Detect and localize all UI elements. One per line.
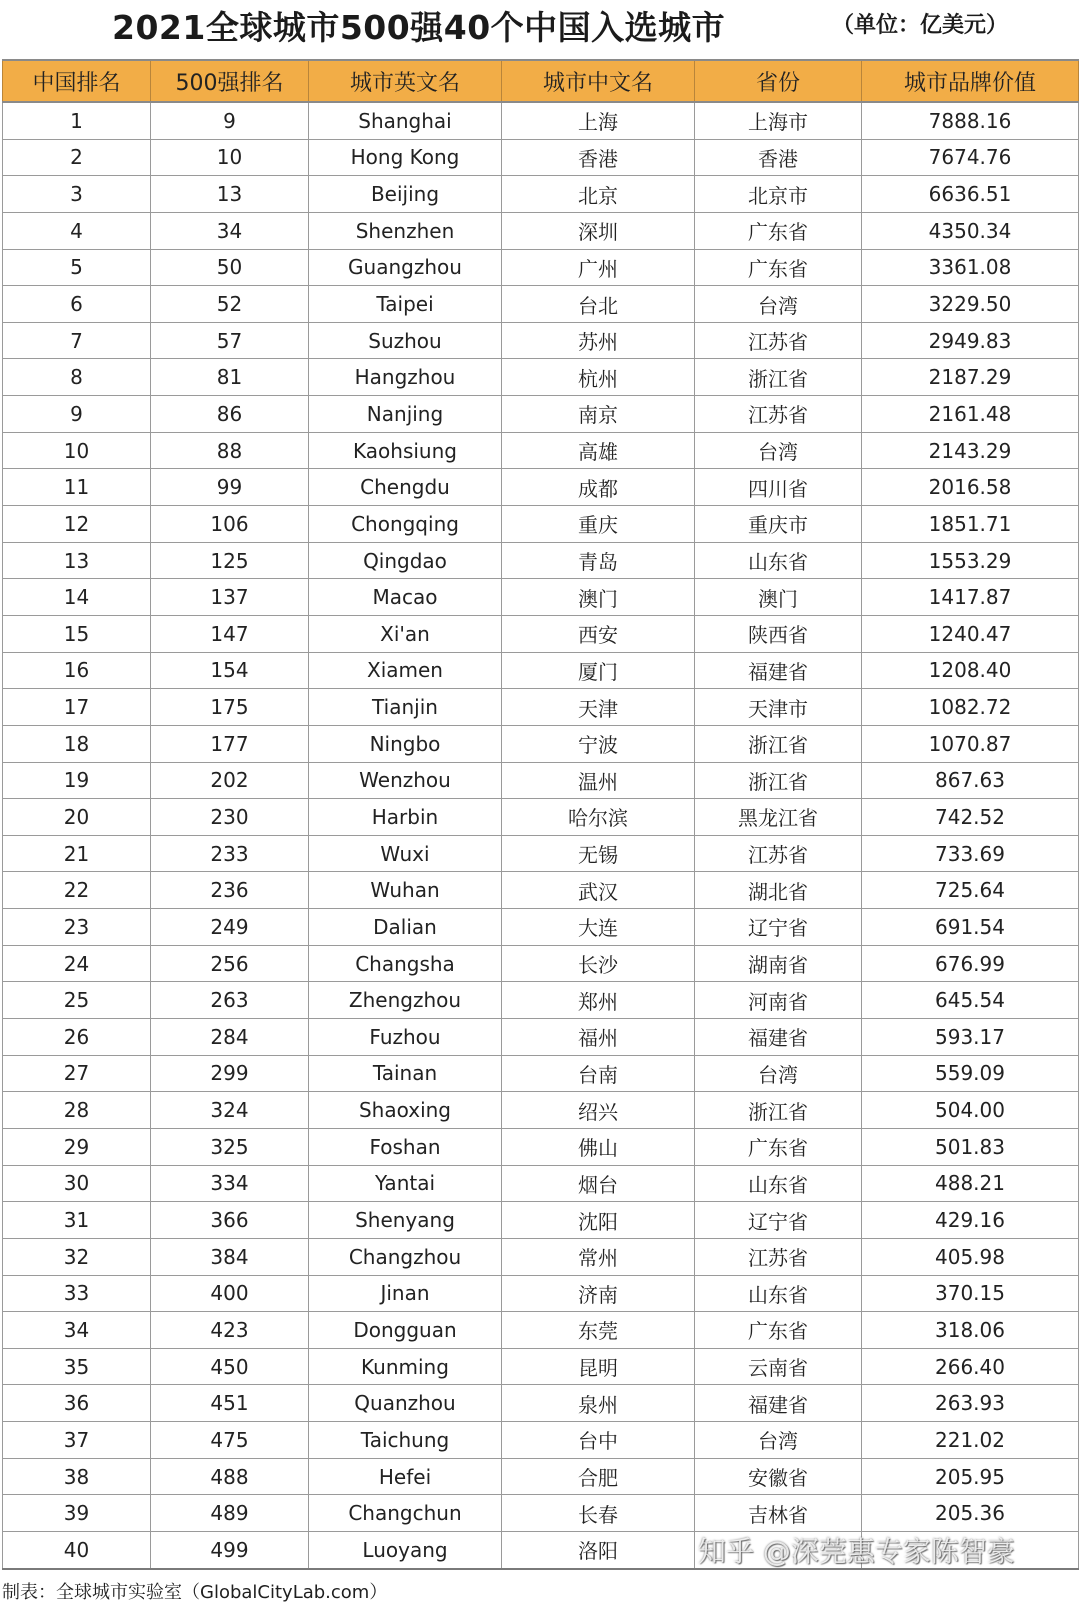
english-name-cell: Tianjin xyxy=(309,689,502,726)
chinese-name-cell: 台南 xyxy=(502,1055,695,1092)
province-cell: 黑龙江省 xyxy=(695,799,862,836)
chinese-name-cell: 宁波 xyxy=(502,725,695,762)
english-name-cell: Changchun xyxy=(309,1495,502,1532)
brand-value-cell: 429.16 xyxy=(862,1202,1079,1239)
page-title: 2021全球城市500强40个中国入选城市 xyxy=(112,8,726,47)
province-cell: 浙江省 xyxy=(695,762,862,799)
global-rank-cell: 488 xyxy=(151,1458,309,1495)
province-cell: 吉林省 xyxy=(695,1495,862,1532)
brand-value-cell: 593.17 xyxy=(862,1019,1079,1056)
english-name-cell: Foshan xyxy=(309,1128,502,1165)
global-rank-cell: 177 xyxy=(151,725,309,762)
china-rank-cell: 22 xyxy=(3,872,151,909)
english-name-cell: Wuhan xyxy=(309,872,502,909)
china-rank-cell: 4 xyxy=(3,212,151,249)
table-row xyxy=(3,469,1079,506)
global-rank-cell: 99 xyxy=(151,469,309,506)
english-name-cell: Beijing xyxy=(309,176,502,213)
table-row xyxy=(3,1092,1079,1129)
table-row xyxy=(3,762,1079,799)
china-rank-cell: 9 xyxy=(3,396,151,433)
china-rank-cell: 8 xyxy=(3,359,151,396)
brand-value-cell: 266.40 xyxy=(862,1348,1079,1385)
province-cell: 重庆市 xyxy=(695,506,862,543)
english-name-cell: Suzhou xyxy=(309,322,502,359)
chinese-name-cell: 青岛 xyxy=(502,542,695,579)
china-rank-cell: 19 xyxy=(3,762,151,799)
province-cell: 河南省 xyxy=(695,982,862,1019)
brand-value-cell: 370.15 xyxy=(862,1275,1079,1312)
china-rank-cell: 5 xyxy=(3,249,151,286)
china-rank-cell: 38 xyxy=(3,1458,151,1495)
english-name-cell: Yantai xyxy=(309,1165,502,1202)
chinese-name-cell: 高雄 xyxy=(502,432,695,469)
brand-value-cell: 1208.40 xyxy=(862,652,1079,689)
global-rank-cell: 249 xyxy=(151,909,309,946)
english-name-cell: Taipei xyxy=(309,286,502,323)
province-cell: 江苏省 xyxy=(695,1238,862,1275)
brand-value-cell: 4350.34 xyxy=(862,212,1079,249)
chinese-name-cell: 洛阳 xyxy=(502,1531,695,1568)
china-rank-cell: 2 xyxy=(3,139,151,176)
table-row xyxy=(3,1348,1079,1385)
watermark: 知乎 @深莞惠专家陈智豪 xyxy=(698,1535,1015,1568)
english-name-cell: Kunming xyxy=(309,1348,502,1385)
english-name-cell: Nanjing xyxy=(309,396,502,433)
global-rank-cell: 450 xyxy=(151,1348,309,1385)
global-rank-cell: 50 xyxy=(151,249,309,286)
global-rank-cell: 10 xyxy=(151,139,309,176)
brand-value-cell: 742.52 xyxy=(862,799,1079,836)
global-rank-cell: 125 xyxy=(151,542,309,579)
chinese-name-cell: 昆明 xyxy=(502,1348,695,1385)
source-footer: 制表：全球城市实验室（GlobalCityLab.com） xyxy=(2,1582,388,1603)
global-rank-cell: 400 xyxy=(151,1275,309,1312)
table-row xyxy=(3,286,1079,323)
table-row xyxy=(3,799,1079,836)
chinese-name-cell: 福州 xyxy=(502,1019,695,1056)
table-row xyxy=(3,542,1079,579)
china-rank-cell: 1 xyxy=(3,102,151,139)
province-cell: 辽宁省 xyxy=(695,1202,862,1239)
china-rank-cell: 23 xyxy=(3,909,151,946)
chinese-name-cell: 烟台 xyxy=(502,1165,695,1202)
english-name-cell: Changzhou xyxy=(309,1238,502,1275)
table-row xyxy=(3,322,1079,359)
china-rank-cell: 17 xyxy=(3,689,151,726)
english-name-cell: Jinan xyxy=(309,1275,502,1312)
brand-value-cell: 7888.16 xyxy=(862,102,1079,139)
province-cell: 福建省 xyxy=(695,1385,862,1422)
global-rank-cell: 13 xyxy=(151,176,309,213)
english-name-cell: Dalian xyxy=(309,909,502,946)
english-name-cell: Hangzhou xyxy=(309,359,502,396)
province-cell: 福建省 xyxy=(695,1019,862,1056)
header-china-rank: 中国排名 xyxy=(3,60,151,102)
province-cell: 浙江省 xyxy=(695,359,862,396)
province-cell: 山东省 xyxy=(695,542,862,579)
province-cell: 台湾 xyxy=(695,286,862,323)
province-cell: 江苏省 xyxy=(695,396,862,433)
english-name-cell: Macao xyxy=(309,579,502,616)
brand-value-cell: 676.99 xyxy=(862,945,1079,982)
province-cell: 北京市 xyxy=(695,176,862,213)
english-name-cell: Harbin xyxy=(309,799,502,836)
table-row xyxy=(3,212,1079,249)
china-rank-cell: 18 xyxy=(3,725,151,762)
chinese-name-cell: 厦门 xyxy=(502,652,695,689)
chinese-name-cell: 上海 xyxy=(502,102,695,139)
english-name-cell: Dongguan xyxy=(309,1312,502,1349)
brand-value-cell: 501.83 xyxy=(862,1128,1079,1165)
english-name-cell: Xiamen xyxy=(309,652,502,689)
china-rank-cell: 11 xyxy=(3,469,151,506)
english-name-cell: Luoyang xyxy=(309,1531,502,1568)
brand-value-cell: 318.06 xyxy=(862,1312,1079,1349)
china-rank-cell: 37 xyxy=(3,1422,151,1459)
brand-value-cell: 2016.58 xyxy=(862,469,1079,506)
global-rank-cell: 230 xyxy=(151,799,309,836)
chinese-name-cell: 常州 xyxy=(502,1238,695,1275)
table-row xyxy=(3,249,1079,286)
chinese-name-cell: 长春 xyxy=(502,1495,695,1532)
table-row xyxy=(3,139,1079,176)
province-cell: 湖南省 xyxy=(695,945,862,982)
unit-note: （单位：亿美元） xyxy=(832,13,1009,38)
english-name-cell: Xi'an xyxy=(309,615,502,652)
global-rank-cell: 451 xyxy=(151,1385,309,1422)
brand-value-cell: 1553.29 xyxy=(862,542,1079,579)
brand-value-cell: 725.64 xyxy=(862,872,1079,909)
china-rank-cell: 30 xyxy=(3,1165,151,1202)
table-row xyxy=(3,1019,1079,1056)
english-name-cell: Chengdu xyxy=(309,469,502,506)
chinese-name-cell: 澳门 xyxy=(502,579,695,616)
china-rank-cell: 20 xyxy=(3,799,151,836)
brand-value-cell: 3229.50 xyxy=(862,286,1079,323)
brand-value-cell: 867.63 xyxy=(862,762,1079,799)
chinese-name-cell: 重庆 xyxy=(502,506,695,543)
province-cell: 云南省 xyxy=(695,1348,862,1385)
header-chinese-name: 城市中文名 xyxy=(502,60,695,102)
table-row xyxy=(3,506,1079,543)
china-rank-cell: 16 xyxy=(3,652,151,689)
china-rank-cell: 6 xyxy=(3,286,151,323)
chinese-name-cell: 大连 xyxy=(502,909,695,946)
brand-value-cell: 1240.47 xyxy=(862,615,1079,652)
province-cell: 香港 xyxy=(695,139,862,176)
china-rank-cell: 34 xyxy=(3,1312,151,1349)
china-rank-cell: 13 xyxy=(3,542,151,579)
global-rank-cell: 489 xyxy=(151,1495,309,1532)
english-name-cell: Shenyang xyxy=(309,1202,502,1239)
province-cell: 四川省 xyxy=(695,469,862,506)
global-rank-cell: 325 xyxy=(151,1128,309,1165)
province-cell: 江苏省 xyxy=(695,322,862,359)
china-rank-cell: 25 xyxy=(3,982,151,1019)
english-name-cell: Kaohsiung xyxy=(309,432,502,469)
table-row xyxy=(3,432,1079,469)
china-rank-cell: 33 xyxy=(3,1275,151,1312)
global-rank-cell: 175 xyxy=(151,689,309,726)
china-rank-cell: 27 xyxy=(3,1055,151,1092)
table-row xyxy=(3,176,1079,213)
brand-value-cell: 2161.48 xyxy=(862,396,1079,433)
english-name-cell: Qingdao xyxy=(309,542,502,579)
chinese-name-cell: 台北 xyxy=(502,286,695,323)
global-rank-cell: 324 xyxy=(151,1092,309,1129)
chinese-name-cell: 武汉 xyxy=(502,872,695,909)
chinese-name-cell: 温州 xyxy=(502,762,695,799)
brand-value-cell: 504.00 xyxy=(862,1092,1079,1129)
table-row xyxy=(3,1458,1079,1495)
china-rank-cell: 10 xyxy=(3,432,151,469)
chinese-name-cell: 广州 xyxy=(502,249,695,286)
province-cell: 台湾 xyxy=(695,1055,862,1092)
english-name-cell: Fuzhou xyxy=(309,1019,502,1056)
province-cell: 台湾 xyxy=(695,1422,862,1459)
table-row xyxy=(3,689,1079,726)
title-bar xyxy=(0,0,1080,52)
english-name-cell: Chongqing xyxy=(309,506,502,543)
english-name-cell: Shanghai xyxy=(309,102,502,139)
china-rank-cell: 29 xyxy=(3,1128,151,1165)
chinese-name-cell: 西安 xyxy=(502,615,695,652)
china-rank-cell: 32 xyxy=(3,1238,151,1275)
table-row xyxy=(3,1128,1079,1165)
chinese-name-cell: 天津 xyxy=(502,689,695,726)
english-name-cell: Guangzhou xyxy=(309,249,502,286)
global-rank-cell: 86 xyxy=(151,396,309,433)
table-row xyxy=(3,982,1079,1019)
global-rank-cell: 284 xyxy=(151,1019,309,1056)
province-cell: 浙江省 xyxy=(695,725,862,762)
chinese-name-cell: 沈阳 xyxy=(502,1202,695,1239)
table-row xyxy=(3,1055,1079,1092)
china-rank-cell: 39 xyxy=(3,1495,151,1532)
province-cell: 安徽省 xyxy=(695,1458,862,1495)
global-rank-cell: 88 xyxy=(151,432,309,469)
china-rank-cell: 35 xyxy=(3,1348,151,1385)
chinese-name-cell: 佛山 xyxy=(502,1128,695,1165)
table-row xyxy=(3,615,1079,652)
brand-value-cell: 405.98 xyxy=(862,1238,1079,1275)
province-cell: 江苏省 xyxy=(695,835,862,872)
chinese-name-cell: 泉州 xyxy=(502,1385,695,1422)
table-row xyxy=(3,1422,1079,1459)
table-row xyxy=(3,1275,1079,1312)
global-rank-cell: 34 xyxy=(151,212,309,249)
brand-value-cell: 645.54 xyxy=(862,982,1079,1019)
province-cell: 湖北省 xyxy=(695,872,862,909)
table-body xyxy=(3,102,1079,1569)
header-province: 省份 xyxy=(695,60,862,102)
english-name-cell: Tainan xyxy=(309,1055,502,1092)
brand-value-cell: 2949.83 xyxy=(862,322,1079,359)
header-global-rank: 500强排名 xyxy=(151,60,309,102)
table-row xyxy=(3,1495,1079,1532)
table-row xyxy=(3,945,1079,982)
province-cell: 天津市 xyxy=(695,689,862,726)
table-row xyxy=(3,872,1079,909)
province-cell: 陕西省 xyxy=(695,615,862,652)
brand-value-cell: 1417.87 xyxy=(862,579,1079,616)
province-cell: 广东省 xyxy=(695,249,862,286)
brand-value-cell xyxy=(862,1531,1079,1568)
chinese-name-cell: 无锡 xyxy=(502,835,695,872)
chinese-name-cell: 北京 xyxy=(502,176,695,213)
english-name-cell: Zhengzhou xyxy=(309,982,502,1019)
chinese-name-cell: 苏州 xyxy=(502,322,695,359)
global-rank-cell: 154 xyxy=(151,652,309,689)
english-name-cell: Taichung xyxy=(309,1422,502,1459)
global-rank-cell: 147 xyxy=(151,615,309,652)
brand-value-cell: 205.36 xyxy=(862,1495,1079,1532)
chinese-name-cell: 济南 xyxy=(502,1275,695,1312)
table-row xyxy=(3,1165,1079,1202)
province-cell: 广东省 xyxy=(695,212,862,249)
chinese-name-cell: 台中 xyxy=(502,1422,695,1459)
table-row xyxy=(3,1531,1079,1568)
english-name-cell: Quanzhou xyxy=(309,1385,502,1422)
chinese-name-cell: 合肥 xyxy=(502,1458,695,1495)
china-rank-cell: 14 xyxy=(3,579,151,616)
brand-value-cell: 1070.87 xyxy=(862,725,1079,762)
province-cell: 辽宁省 xyxy=(695,909,862,946)
chinese-name-cell: 深圳 xyxy=(502,212,695,249)
global-rank-cell: 299 xyxy=(151,1055,309,1092)
province-cell: 广东省 xyxy=(695,1312,862,1349)
china-rank-cell: 7 xyxy=(3,322,151,359)
province-cell: 山东省 xyxy=(695,1165,862,1202)
brand-value-cell: 488.21 xyxy=(862,1165,1079,1202)
global-rank-cell: 202 xyxy=(151,762,309,799)
table-row xyxy=(3,579,1079,616)
global-rank-cell: 57 xyxy=(151,322,309,359)
table-row xyxy=(3,1385,1079,1422)
china-rank-cell: 28 xyxy=(3,1092,151,1129)
table-row xyxy=(3,102,1079,139)
global-rank-cell: 106 xyxy=(151,506,309,543)
english-name-cell: Changsha xyxy=(309,945,502,982)
english-name-cell: Ningbo xyxy=(309,725,502,762)
english-name-cell: Hefei xyxy=(309,1458,502,1495)
global-rank-cell: 384 xyxy=(151,1238,309,1275)
global-rank-cell: 263 xyxy=(151,982,309,1019)
china-rank-cell: 40 xyxy=(3,1531,151,1568)
english-name-cell: Hong Kong xyxy=(309,139,502,176)
china-rank-cell: 21 xyxy=(3,835,151,872)
china-rank-cell: 24 xyxy=(3,945,151,982)
brand-value-cell: 1851.71 xyxy=(862,506,1079,543)
china-rank-cell: 36 xyxy=(3,1385,151,1422)
brand-value-cell: 733.69 xyxy=(862,835,1079,872)
china-rank-cell: 12 xyxy=(3,506,151,543)
province-cell: 台湾 xyxy=(695,432,862,469)
table-row xyxy=(3,1202,1079,1239)
global-rank-cell: 499 xyxy=(151,1531,309,1568)
table-row xyxy=(3,652,1079,689)
province-cell: 浙江省 xyxy=(695,1092,862,1129)
city-ranking-table xyxy=(2,59,1079,1570)
province-cell: 山东省 xyxy=(695,1275,862,1312)
china-rank-cell: 26 xyxy=(3,1019,151,1056)
global-rank-cell: 52 xyxy=(151,286,309,323)
brand-value-cell: 6636.51 xyxy=(862,176,1079,213)
brand-value-cell: 7674.76 xyxy=(862,139,1079,176)
chinese-name-cell: 郑州 xyxy=(502,982,695,1019)
global-rank-cell: 9 xyxy=(151,102,309,139)
province-cell xyxy=(695,1531,862,1568)
brand-value-cell: 263.93 xyxy=(862,1385,1079,1422)
table-row xyxy=(3,1312,1079,1349)
table-row xyxy=(3,359,1079,396)
english-name-cell: Wenzhou xyxy=(309,762,502,799)
global-rank-cell: 236 xyxy=(151,872,309,909)
table-header-row xyxy=(3,60,1079,102)
chinese-name-cell: 绍兴 xyxy=(502,1092,695,1129)
chinese-name-cell: 杭州 xyxy=(502,359,695,396)
english-name-cell: Wuxi xyxy=(309,835,502,872)
global-rank-cell: 256 xyxy=(151,945,309,982)
china-rank-cell: 31 xyxy=(3,1202,151,1239)
brand-value-cell: 205.95 xyxy=(862,1458,1079,1495)
header-english-name: 城市英文名 xyxy=(309,60,502,102)
global-rank-cell: 233 xyxy=(151,835,309,872)
china-rank-cell: 3 xyxy=(3,176,151,213)
brand-value-cell: 2143.29 xyxy=(862,432,1079,469)
english-name-cell: Shenzhen xyxy=(309,212,502,249)
table-row xyxy=(3,396,1079,433)
english-name-cell: Shaoxing xyxy=(309,1092,502,1129)
brand-value-cell: 221.02 xyxy=(862,1422,1079,1459)
global-rank-cell: 423 xyxy=(151,1312,309,1349)
province-cell: 福建省 xyxy=(695,652,862,689)
brand-value-cell: 2187.29 xyxy=(862,359,1079,396)
chinese-name-cell: 南京 xyxy=(502,396,695,433)
global-rank-cell: 334 xyxy=(151,1165,309,1202)
global-rank-cell: 366 xyxy=(151,1202,309,1239)
chinese-name-cell: 香港 xyxy=(502,139,695,176)
table-row xyxy=(3,835,1079,872)
global-rank-cell: 81 xyxy=(151,359,309,396)
province-cell: 上海市 xyxy=(695,102,862,139)
global-rank-cell: 137 xyxy=(151,579,309,616)
global-rank-cell: 475 xyxy=(151,1422,309,1459)
table-row xyxy=(3,1238,1079,1275)
table-row xyxy=(3,725,1079,762)
chinese-name-cell: 东莞 xyxy=(502,1312,695,1349)
brand-value-cell: 691.54 xyxy=(862,909,1079,946)
brand-value-cell: 559.09 xyxy=(862,1055,1079,1092)
chinese-name-cell: 哈尔滨 xyxy=(502,799,695,836)
brand-value-cell: 3361.08 xyxy=(862,249,1079,286)
province-cell: 广东省 xyxy=(695,1128,862,1165)
table-row xyxy=(3,909,1079,946)
chinese-name-cell: 长沙 xyxy=(502,945,695,982)
chinese-name-cell: 成都 xyxy=(502,469,695,506)
header-brand-value: 城市品牌价值 xyxy=(862,60,1079,102)
province-cell: 澳门 xyxy=(695,579,862,616)
china-rank-cell: 15 xyxy=(3,615,151,652)
brand-value-cell: 1082.72 xyxy=(862,689,1079,726)
